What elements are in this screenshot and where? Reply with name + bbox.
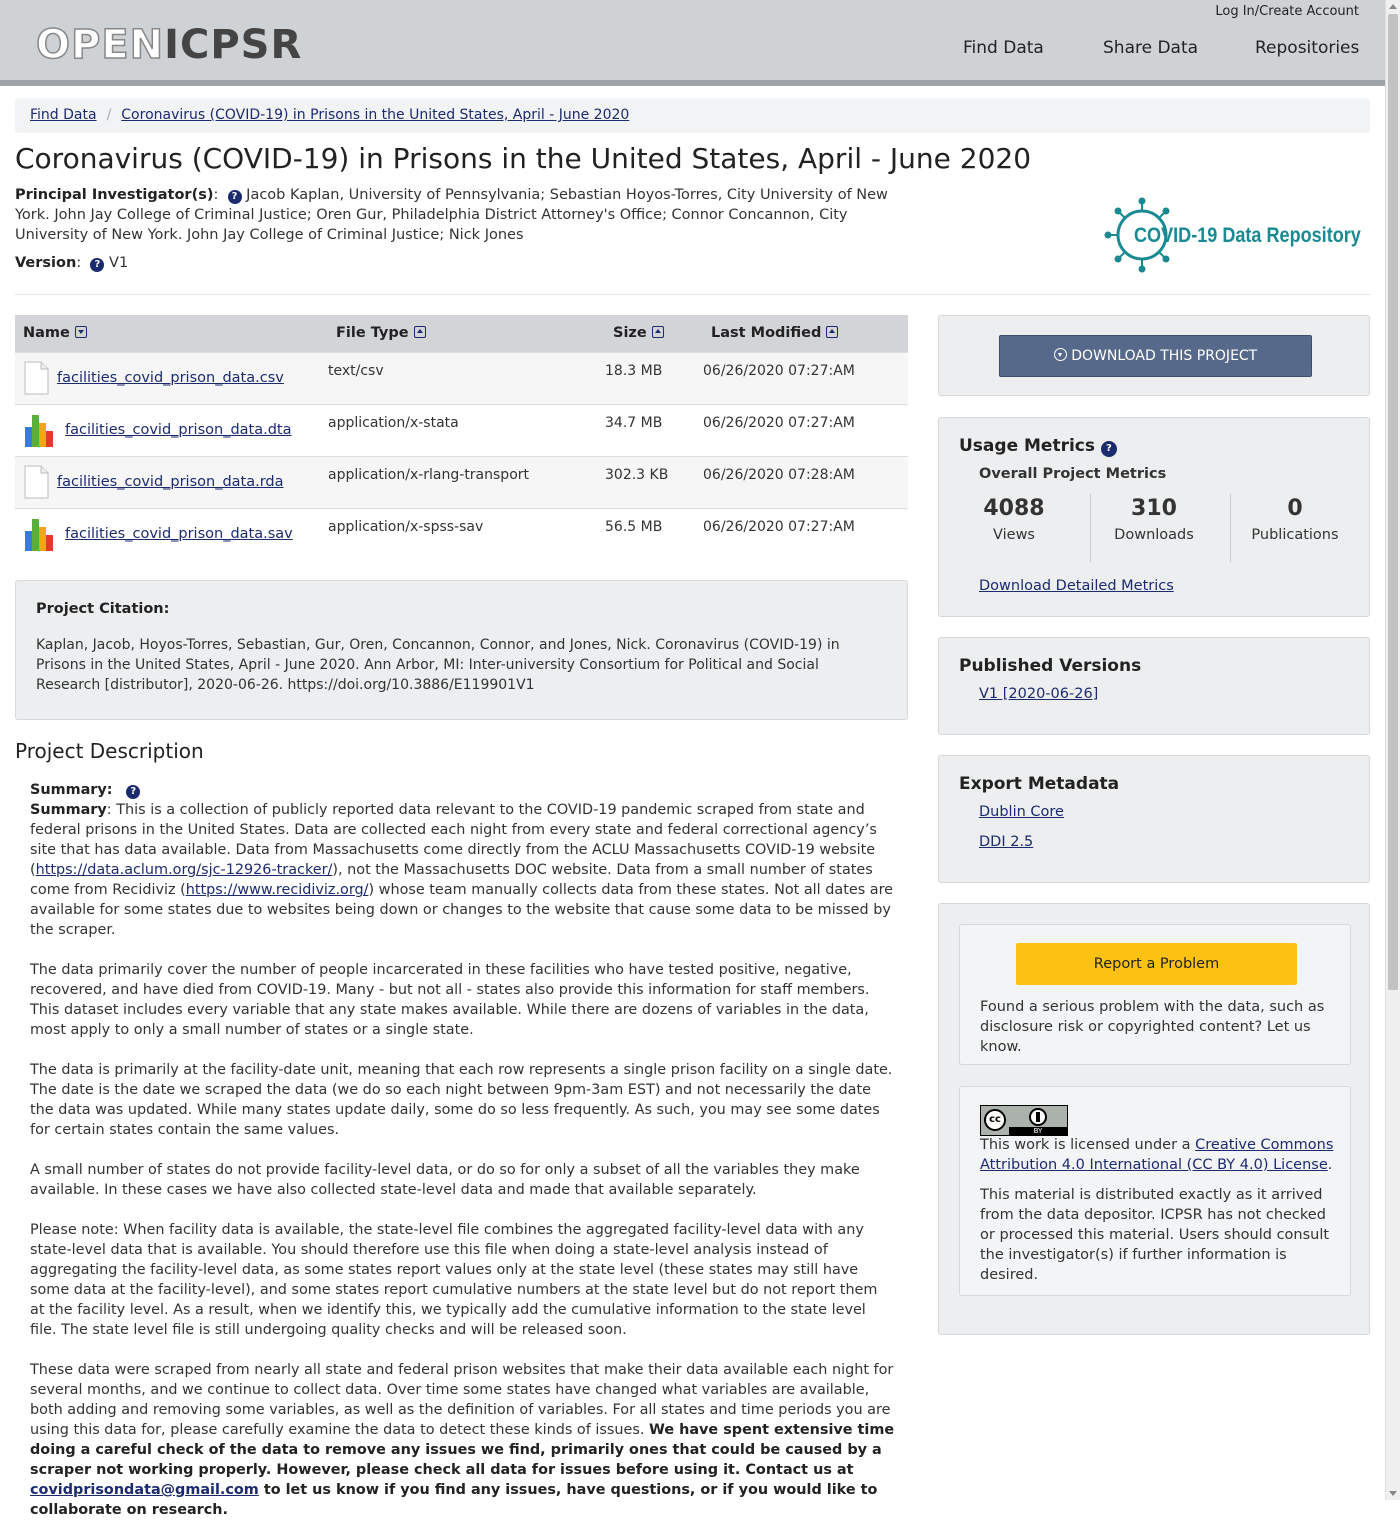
col-size[interactable]: Size bbox=[605, 315, 703, 352]
ddi-link[interactable]: DDI 2.5 bbox=[979, 834, 1034, 850]
nav-find-data[interactable]: Find Data bbox=[963, 38, 1044, 58]
breadcrumb-separator: / bbox=[106, 107, 112, 123]
usage-metrics-heading: Usage Metrics ? bbox=[959, 436, 1117, 457]
description-paragraph: Summary: This is a collection of publicly reported data relevant to the COVID-19 pandemic scraped from state and federal prisons in the United States. Data are collected each night from every state and federal correctional agency’s site that has data available. Data from Massachusetts come directly from the ACLU Massachusetts COVID-19 website (https://data.aclum.org/sjc-12926-tracker/), not the Massachusetts DOC website. Data from a small number of states come from Recidiviz (https://www.recidiviz.org/) whose team manually collects data from these states. Not all dates are available for some states due to websites being down or changes to the website that cause some data to be missed by the scraper. bbox=[30, 802, 894, 938]
site-header bbox=[0, 0, 1385, 86]
files-table bbox=[15, 315, 908, 560]
breadcrumb bbox=[15, 98, 1370, 133]
report-problem-text: Found a serious problem with the data, such as disclosure risk or copyrighted content? Let us know. bbox=[980, 999, 1325, 1055]
page-title: Coronavirus (COVID-19) in Prisons in the United States, April - June 2020 bbox=[15, 142, 1032, 175]
file-modified: 06/26/2020 07:27:AM bbox=[703, 352, 908, 404]
help-icon[interactable]: ? bbox=[228, 190, 242, 204]
version-value: V1 bbox=[109, 255, 129, 271]
download-circle-icon bbox=[1054, 348, 1067, 361]
download-detailed-metrics-link[interactable]: Download Detailed Metrics bbox=[979, 578, 1174, 594]
document-icon bbox=[23, 361, 49, 395]
license-note: This material is distributed exactly as it arrived from the data depositor. ICPSR has not checked or processed this material. Users should consult the investigator(s) if further information is desired. bbox=[980, 1187, 1330, 1283]
login-link[interactable]: Log In/Create Account bbox=[1215, 4, 1359, 19]
version-v1-link[interactable]: V1 [2020-06-26] bbox=[979, 686, 1099, 702]
table-row bbox=[15, 352, 908, 404]
principal-investigators: Principal Investigator(s): ? Jacob Kaplan, University of Pennsylvania; Sebastian Hoyos-Torres, City University of New York. John Jay College of Criminal Justice; Oren Gur, Philadelphia District Attorney's Office; Connor Concannon, City University of New York. John Jay College of Criminal Justice; Nick Jones bbox=[15, 187, 888, 243]
bar-chart-icon bbox=[23, 517, 57, 551]
file-link[interactable]: facilities_covid_prison_data.csv bbox=[57, 369, 284, 386]
export-metadata-panel bbox=[938, 755, 1370, 883]
dublin-core-link[interactable]: Dublin Core bbox=[979, 804, 1064, 820]
email-link[interactable]: covidprisondata@gmail.com bbox=[30, 1482, 259, 1498]
version-label: Version bbox=[15, 255, 77, 271]
file-size: 302.3 KB bbox=[605, 456, 703, 508]
scrollbar[interactable] bbox=[1385, 0, 1400, 1500]
report-problem-box bbox=[959, 924, 1351, 1065]
file-type: application/x-spss-sav bbox=[328, 508, 605, 560]
scroll-down-arrow-icon[interactable] bbox=[1389, 1491, 1397, 1496]
document-icon bbox=[23, 465, 49, 499]
file-type: text/csv bbox=[328, 352, 605, 404]
cc-by-license-icon: cc BY bbox=[980, 1105, 1068, 1136]
cc-license-link[interactable]: Creative Commons Attribution 4.0 International (CC BY 4.0) License bbox=[980, 1137, 1334, 1173]
usage-metrics-panel bbox=[938, 417, 1370, 617]
recidiviz-link[interactable]: https://www.recidiviz.org/ bbox=[185, 882, 369, 898]
summary-label: Summary: bbox=[30, 782, 113, 798]
report-license-panel bbox=[938, 903, 1370, 1335]
description-paragraph: A small number of states do not provide facility-level data, or do so for only a subset of all the variables they make available. In these cases we have also collected state-level data and made that available separately. bbox=[30, 1162, 860, 1198]
file-link[interactable]: facilities_covid_prison_data.rda bbox=[57, 473, 284, 490]
overall-metrics-label: Overall Project Metrics bbox=[979, 466, 1167, 482]
file-modified: 06/26/2020 07:28:AM bbox=[703, 456, 908, 508]
description-paragraph: These data were scraped from nearly all state and federal prison websites that make their data available each night for several months, and we continue to collect data. Over time some states have changed what variables are available, both adding and removing some variables, as well as the definition of variables. For all states and time periods you are using this data for, please carefully examine the data to detect these kinds of issues. We have spent extensive time doing a careful check of the data to remove any issues we find, primarily ones that could be caused by a scraper not working properly. However, please check all data for issues before using it. Contact us at covidprisondata@gmail.com to let us know if you find any issues, have questions, or if you would like to collaborate on research. bbox=[30, 1362, 895, 1518]
pi-names: Jacob Kaplan, University of Pennsylvania; Sebastian Hoyos-Torres, City University of New York. John Jay College of Criminal Justice; Oren Gur, Philadelphia District Attorney's Office; Connor Concannon, City University of New York. John Jay College of Criminal Justice; Nick Jones bbox=[15, 187, 888, 243]
project-description bbox=[30, 780, 895, 1540]
breadcrumb-current[interactable]: Coronavirus (COVID-19) in Prisons in the United States, April - June 2020 bbox=[121, 107, 630, 123]
license-statement: This work is licensed under a Creative Commons Attribution 4.0 International (CC BY 4.0) License. bbox=[980, 1137, 1334, 1173]
sort-icon[interactable] bbox=[414, 326, 426, 338]
metric-publications: 0 Publications bbox=[1251, 496, 1339, 543]
file-type: application/x-stata bbox=[328, 404, 605, 456]
file-link[interactable]: facilities_covid_prison_data.dta bbox=[65, 421, 292, 438]
help-icon[interactable]: ? bbox=[126, 785, 140, 799]
project-description-heading: Project Description bbox=[15, 739, 204, 763]
description-paragraph: The data is primarily at the facility-date unit, meaning that each row represents a single prison facility on a single date. The date is the date we scraped the data (we do so each night between 9pm-3am EST) and not necessarily the date the data was updated. While many states update daily, some do so less frequently. As such, you may see some dates for certain states contain the same values. bbox=[30, 1062, 893, 1138]
metric-downloads: 310 Downloads bbox=[1114, 496, 1194, 543]
bar-chart-icon bbox=[23, 413, 57, 447]
metric-views: 4088 Views bbox=[983, 496, 1045, 543]
description-paragraph: The data primarily cover the number of people incarcerated in these facilities who have tested positive, negative, recovered, and have died from COVID-19. Many - but not all - states also provide this information for staff members. This dataset includes every variable that any state makes available. While there are dozens of variables in the data, most apply to only a small number of states or a single state. bbox=[30, 962, 870, 1038]
col-file-type[interactable]: File Type bbox=[328, 315, 605, 352]
help-icon[interactable]: ? bbox=[1101, 441, 1117, 457]
sort-icon[interactable] bbox=[75, 326, 87, 338]
table-row bbox=[15, 508, 908, 560]
download-panel bbox=[938, 315, 1370, 396]
table-header-row bbox=[15, 315, 908, 352]
file-link[interactable]: facilities_covid_prison_data.sav bbox=[65, 525, 293, 542]
nav-share-data[interactable]: Share Data bbox=[1103, 38, 1199, 58]
file-modified: 06/26/2020 07:27:AM bbox=[703, 508, 908, 560]
export-metadata-heading: Export Metadata bbox=[959, 774, 1120, 794]
sort-icon[interactable] bbox=[652, 326, 664, 338]
covid-repository-logo-text: COVID-19 Data Repository bbox=[1134, 224, 1361, 247]
scroll-up-arrow-icon[interactable] bbox=[1389, 4, 1397, 9]
sort-icon[interactable] bbox=[826, 326, 838, 338]
help-icon[interactable]: ? bbox=[90, 258, 104, 272]
aclum-link[interactable]: https://data.aclum.org/sjc-12926-tracker/ bbox=[35, 862, 333, 878]
project-citation-box bbox=[15, 580, 908, 720]
file-modified: 06/26/2020 07:27:AM bbox=[703, 404, 908, 456]
published-versions-heading: Published Versions bbox=[959, 656, 1142, 676]
divider bbox=[15, 294, 1370, 295]
description-paragraph: Please note: When facility data is available, the state-level file combines the aggregated facility-level data with any state-level data that is available. You should therefore use this file when doing a state-level analysis instead of aggregating the facility-level data, as some states report values only at the state level (these states may still have some data at the facility-level), and some states report cumulative numbers at the state level but do not report them at the facility level. As a result, when we identify this, we typically add the cumulative information to the state level file. The state level file is still undergoing quality checks and will be released soon. bbox=[30, 1222, 878, 1338]
file-size: 34.7 MB bbox=[605, 404, 703, 456]
version-line: Version: ? V1 bbox=[15, 255, 129, 271]
file-size: 56.5 MB bbox=[605, 508, 703, 560]
breadcrumb-find-data[interactable]: Find Data bbox=[30, 107, 97, 123]
license-box bbox=[959, 1086, 1351, 1296]
citation-label: Project Citation: bbox=[36, 601, 170, 617]
published-versions-panel bbox=[938, 637, 1370, 735]
openicpsr-logo[interactable]: OPENICPSR bbox=[36, 22, 303, 68]
table-row bbox=[15, 404, 908, 456]
report-problem-button[interactable]: Report a Problem bbox=[1016, 943, 1297, 985]
citation-text: Kaplan, Jacob, Hoyos-Torres, Sebastian, Gur, Oren, Concannon, Connor, and Jones, Nick. Coronavirus (COVID-19) in Prisons in the United States, April - June 2020. Ann Arbor, MI: Inter-university Consortium for Political and Social Research [distributor], 2020-06-26. https://doi.org/10.3886/E119901V1 bbox=[36, 637, 840, 693]
col-name[interactable]: Name bbox=[15, 315, 328, 352]
table-row bbox=[15, 456, 908, 508]
file-type: application/x-rlang-transport bbox=[328, 456, 605, 508]
col-last-modified[interactable]: Last Modified bbox=[703, 315, 908, 352]
nav-repositories[interactable]: Repositories bbox=[1255, 38, 1360, 58]
download-project-button[interactable]: DOWNLOAD THIS PROJECT bbox=[999, 335, 1312, 377]
scrollbar-thumb[interactable] bbox=[1388, 14, 1398, 990]
pi-label: Principal Investigator(s) bbox=[15, 187, 214, 203]
file-size: 18.3 MB bbox=[605, 352, 703, 404]
